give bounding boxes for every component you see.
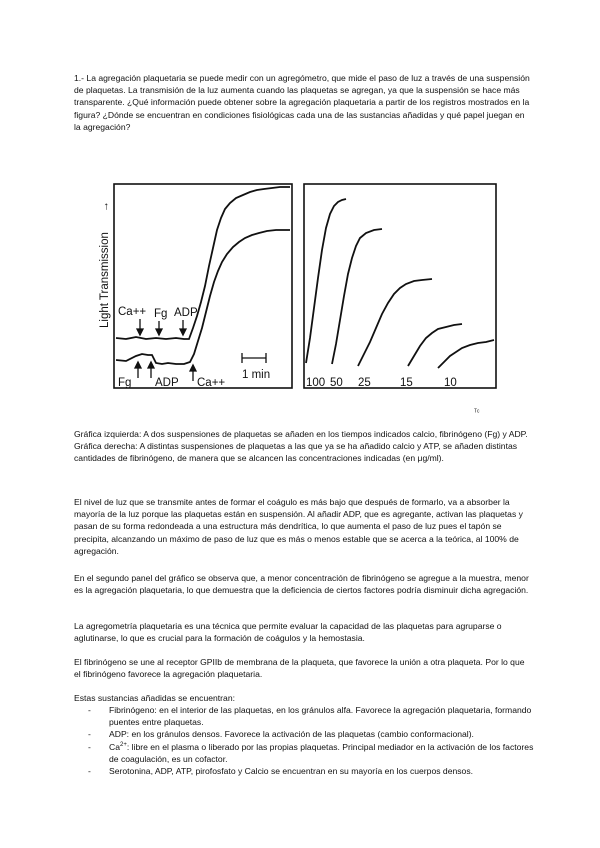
list-bullet: - <box>88 766 91 777</box>
superscript: 2+ <box>120 741 127 748</box>
list-item: - $Ca^{2+}$: libre en el plasma o liberado por las propias plaquetas. Principal mediador en la activación de los factores de coagulación, es un cofactor. <box>88 741 534 764</box>
y-axis-arrow: → <box>99 201 111 212</box>
top-arrows <box>137 319 186 335</box>
list-bullet: - <box>88 741 91 752</box>
label-fg-top: Fg <box>154 308 168 320</box>
label-10: 10 <box>444 377 457 389</box>
substances-list <box>88 704 534 777</box>
label-25: 25 <box>358 377 371 389</box>
label-100: 100 <box>306 377 326 389</box>
curve-15 <box>408 324 462 366</box>
label-ca-bottom: Ca++ <box>197 377 226 389</box>
caption-right-title: Gráfica derecha <box>74 441 136 452</box>
paragraph-4: El fibrinógeno se une al receptor GPIIb de membrana de la plaqueta, que favorece la unión a otra plaqueta. Por lo que el fibrinógeno favorece la agregación plaquetaria. <box>74 657 525 680</box>
label-ca-top: Ca++ <box>118 306 147 318</box>
list-intro: Estas sustancias añadidas se encuentran: <box>74 693 235 703</box>
time-scale-bar <box>242 353 266 363</box>
list-bullet: - <box>88 729 91 740</box>
caption-left-text: : A dos suspensiones de plaquetas se añaden en los tiempos indicados calcio, fibrinógeno (Fg) y ADP. <box>138 429 528 439</box>
label-15: 15 <box>400 377 413 389</box>
scale-label: 1 min <box>242 369 271 381</box>
label-fg-bottom: Fg <box>118 377 132 389</box>
question-text: 1.- La agregación plaquetaria se puede medir con un agregómetro, que mide el paso de luz a través de una suspensión de plaquetas. La transmisión de la luz aumenta cuando las plaquetas se agregan, ya que la suspensión se hace más transparente. ¿Qué información puede obtener sobre la agregación plaquetaria a partir de los registros mostrados en la figura? ¿Dónde se encuentran en condiciones fisiológicas cada una de las sustancias añadidas y qué papel juegan en la agregación? <box>74 73 530 132</box>
paragraph-3: La agregometría plaquetaria es una técnica que permite evaluar la capacidad de las plaquetas para agruparse o aglutinarse, lo que es crucial para la formación de coágulos y la hemostasia. <box>74 621 502 644</box>
label-adp-bottom: ADP <box>155 377 179 389</box>
label-adp-top: ADP <box>174 307 198 319</box>
list-item: - ADP: en los gránulos densos. Favorece la activación de las plaquetas (cambio conformacional). <box>88 729 474 740</box>
caption-left-title: Gráfica izquierda <box>74 429 139 439</box>
list-item: - Serotonina, ADP, ATP, pirofosfato y Calcio se encuentran en su mayoría en los cuerpos densos. <box>88 766 474 777</box>
curve-100 <box>306 199 346 363</box>
curve-10 <box>438 340 494 368</box>
corner-mark: ᵀᶜ <box>474 409 480 416</box>
label-50: 50 <box>330 377 343 389</box>
paragraph-1: El nivel de luz que se transmite antes de formar el coágulo es más bajo que después de formarlo, va a absorber la mayoría de la luz porque las plaquetas están en suspensión. Al añadir ADP, que es agregante, activan las plaquetas y pasan de su forma redondeada a una estructura más dendrítica, lo que aumenta el paso de luz pues el tapón se precipita, alcanzando un máximo de paso de luz que es más o menos estable que se acerca a la teórica, al 100% de agregación. <box>74 497 523 556</box>
y-axis-label: Light Transmission <box>99 232 111 328</box>
figure-caption <box>74 428 530 465</box>
paragraph-2: En el segundo panel del gráfico se observa que, a menor concentración de fibrinógeno se agregue a la muestra, menor es la agregación plaquetaria, lo que demuestra que la deficiencia de ciertos factores podría disminuir dicha agregación. <box>74 573 529 596</box>
aggregation-figure <box>96 178 506 418</box>
list-bullet: - <box>88 705 91 715</box>
list-item: - Fibrinógeno: en el interior de las plaquetas, en los gránulos alfa. Favorece la agregación plaquetaria, formando puentes entre plaquetas. <box>88 705 532 728</box>
curve-25 <box>358 279 432 366</box>
caption-right-text: : A distintas suspensiones de plaquetas a las que ya se ha añadido calcio y ATP, se añaden distintas cantidades de fibrinógeno, de manera que se alcancen las concentraciones indicadas (en μg/ml). <box>74 441 518 464</box>
curve-50 <box>332 229 382 364</box>
